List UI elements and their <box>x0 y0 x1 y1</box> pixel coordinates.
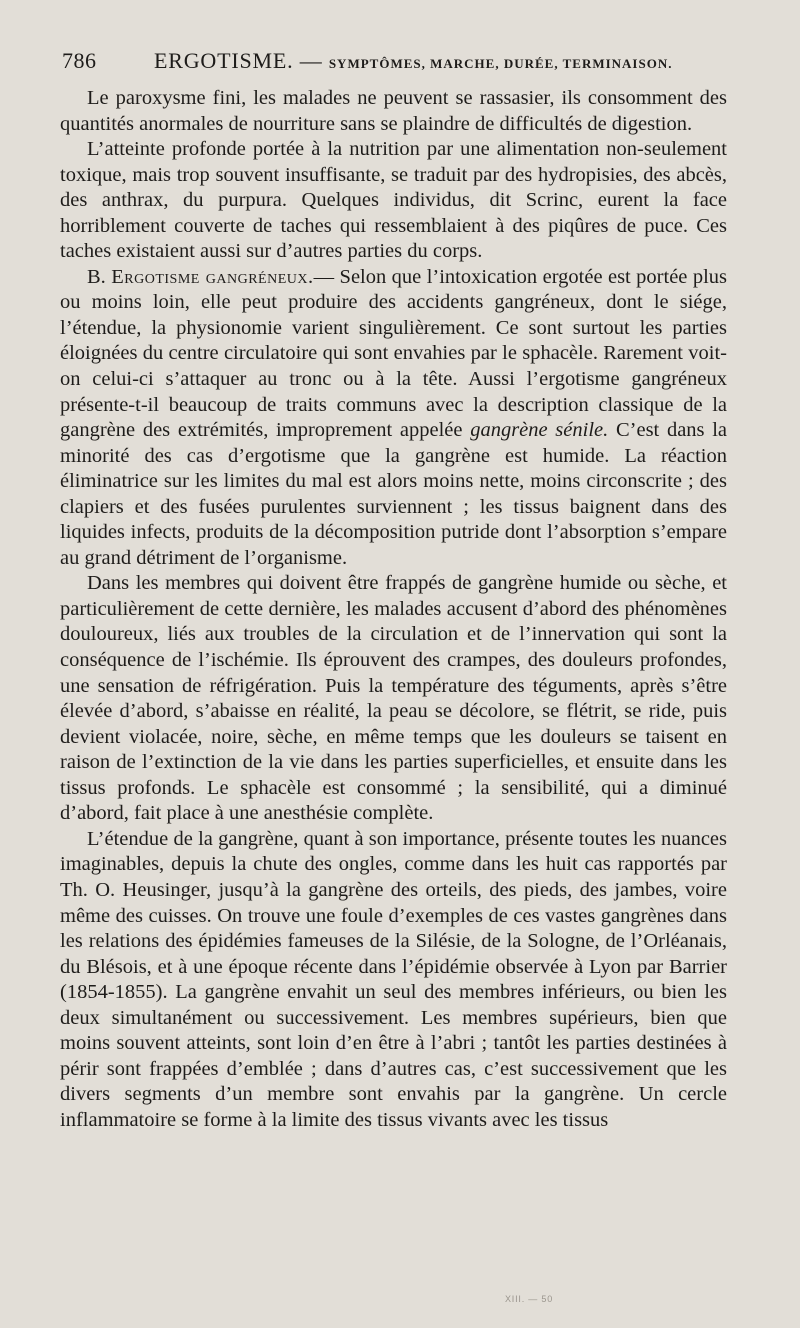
body-text <box>60 86 727 1133</box>
paragraph-etendue: L’étendue de la gangrène, quant à son importance, présente toutes les nuances imaginables, depuis la chute des ongles, comme dans les huit cas rapportés par Th. O. Heusinger, jusqu’à la gangrène des orteils, des pieds, des jambes, voire même des cuisses. On trouve une foule d’exemples de ces vastes gangrènes dans les relations des épidémies fameuses de la Silésie, de la Sologne, de l’Orléanais, du Blésois, et à une époque récente dans l’épidémie observée à Lyon par Barrier (1854-1855). La gangrène envahit un seul des membres inférieurs, ou bien les deux simultanément ou successivement. Les membres supérieurs, bien que moins souvent atteints, sont loin d’en être à l’abri ; tantôt les parties destinées à périr sont frappées d’emblée ; dans d’autres cas, c’est successivement que les divers segments d’un membre sont envahis par la gangrène. Un cercle inflammatoire se forme à la limite des tissus vivants avec les tissus <box>60 827 727 1131</box>
page-number: 786 <box>62 48 97 73</box>
title-separator: — <box>299 48 323 73</box>
signature-mark: XIII. — 50 <box>505 1294 554 1304</box>
paragraph-text-before-italic: Selon que l’intoxication ergotée est portée plus ou moins loin, elle peut produire des accidents gangréneux, dont le siége, l’étendue, la physionomie varient singulièrement. Ce sont surtout les parties éloignées du centre circulatoire qui sont envahies par le sphacèle. Rarement voit-on celui-ci s’attaquer au tronc ou à la tête. Aussi l’ergotisme gangréneux présente-t-il beaucoup de traits communs avec la description classique de la gangrène des extrémités, improprement appelée <box>60 265 728 442</box>
heading-dash: — <box>313 265 335 288</box>
section-heading: Ergotisme gangréneux. <box>111 265 314 288</box>
italic-term: gangrène sénile. <box>470 419 609 442</box>
paragraph-ergotisme-gangreneux <box>60 265 727 572</box>
chapter-title: ERGOTISME. <box>154 48 294 73</box>
paragraph-paroxysme: Le paroxysme fini, les malades ne peuvent se rassasier, ils consomment des quantités anormales de nourriture sans se plaindre de difficultés de digestion. <box>60 87 727 135</box>
paragraph-text-after-italic: C’est dans la minorité des cas d’ergotisme que la gangrène est humide. La réaction éliminatrice sur les limites du mal est alors moins nette, moins circonscrite ; des clapiers et des fusées purulentes surviennent ; les tissus baignent dans des liquides infects, produits de la décomposition putride dont l’absorption s’empare au grand détriment de l’organisme. <box>60 419 728 569</box>
running-head <box>62 48 752 78</box>
section-letter: B. <box>87 265 106 288</box>
paragraph-membres: Dans les membres qui doivent être frappés de gangrène humide ou sèche, et particulièrement de cette dernière, les malades accusent d’abord des phénomènes douloureux, liés aux troubles de la circulation et de l’innervation qui sont la conséquence de l’ischémie. Ils éprouvent des crampes, des douleurs profondes, une sensation de réfrigération. Puis la température des téguments, après s’être élevée d’abord, s’abaisse en réalité, la peau se décolore, se flétrit, se ride, puis devient violacée, noire, sèche, en même temps que les douleurs se taisent en raison de l’extinction de la vie dans les parties superficielles, et ensuite dans les tissus profonds. Le sphacèle est consommé ; la sensibilité, qui a diminué d’abord, fait place à une anesthésie complète. <box>60 572 727 825</box>
section-subtitle: SYMPTÔMES, MARCHE, DURÉE, TERMINAISON. <box>328 56 673 71</box>
running-title <box>154 48 672 74</box>
paragraph-nutrition: L’atteinte profonde portée à la nutrition par une alimentation non-seulement toxique, mais trop souvent insuffisante, se traduit par des hydropisies, des abcès, des anthrax, du purpura. Quelques individus, dit Scrinc, eurent la face horriblement couverte de taches qui ressemblaient à des piqûres de puce. Ces taches existaient aussi sur d’autres parties du corps. <box>60 138 727 263</box>
